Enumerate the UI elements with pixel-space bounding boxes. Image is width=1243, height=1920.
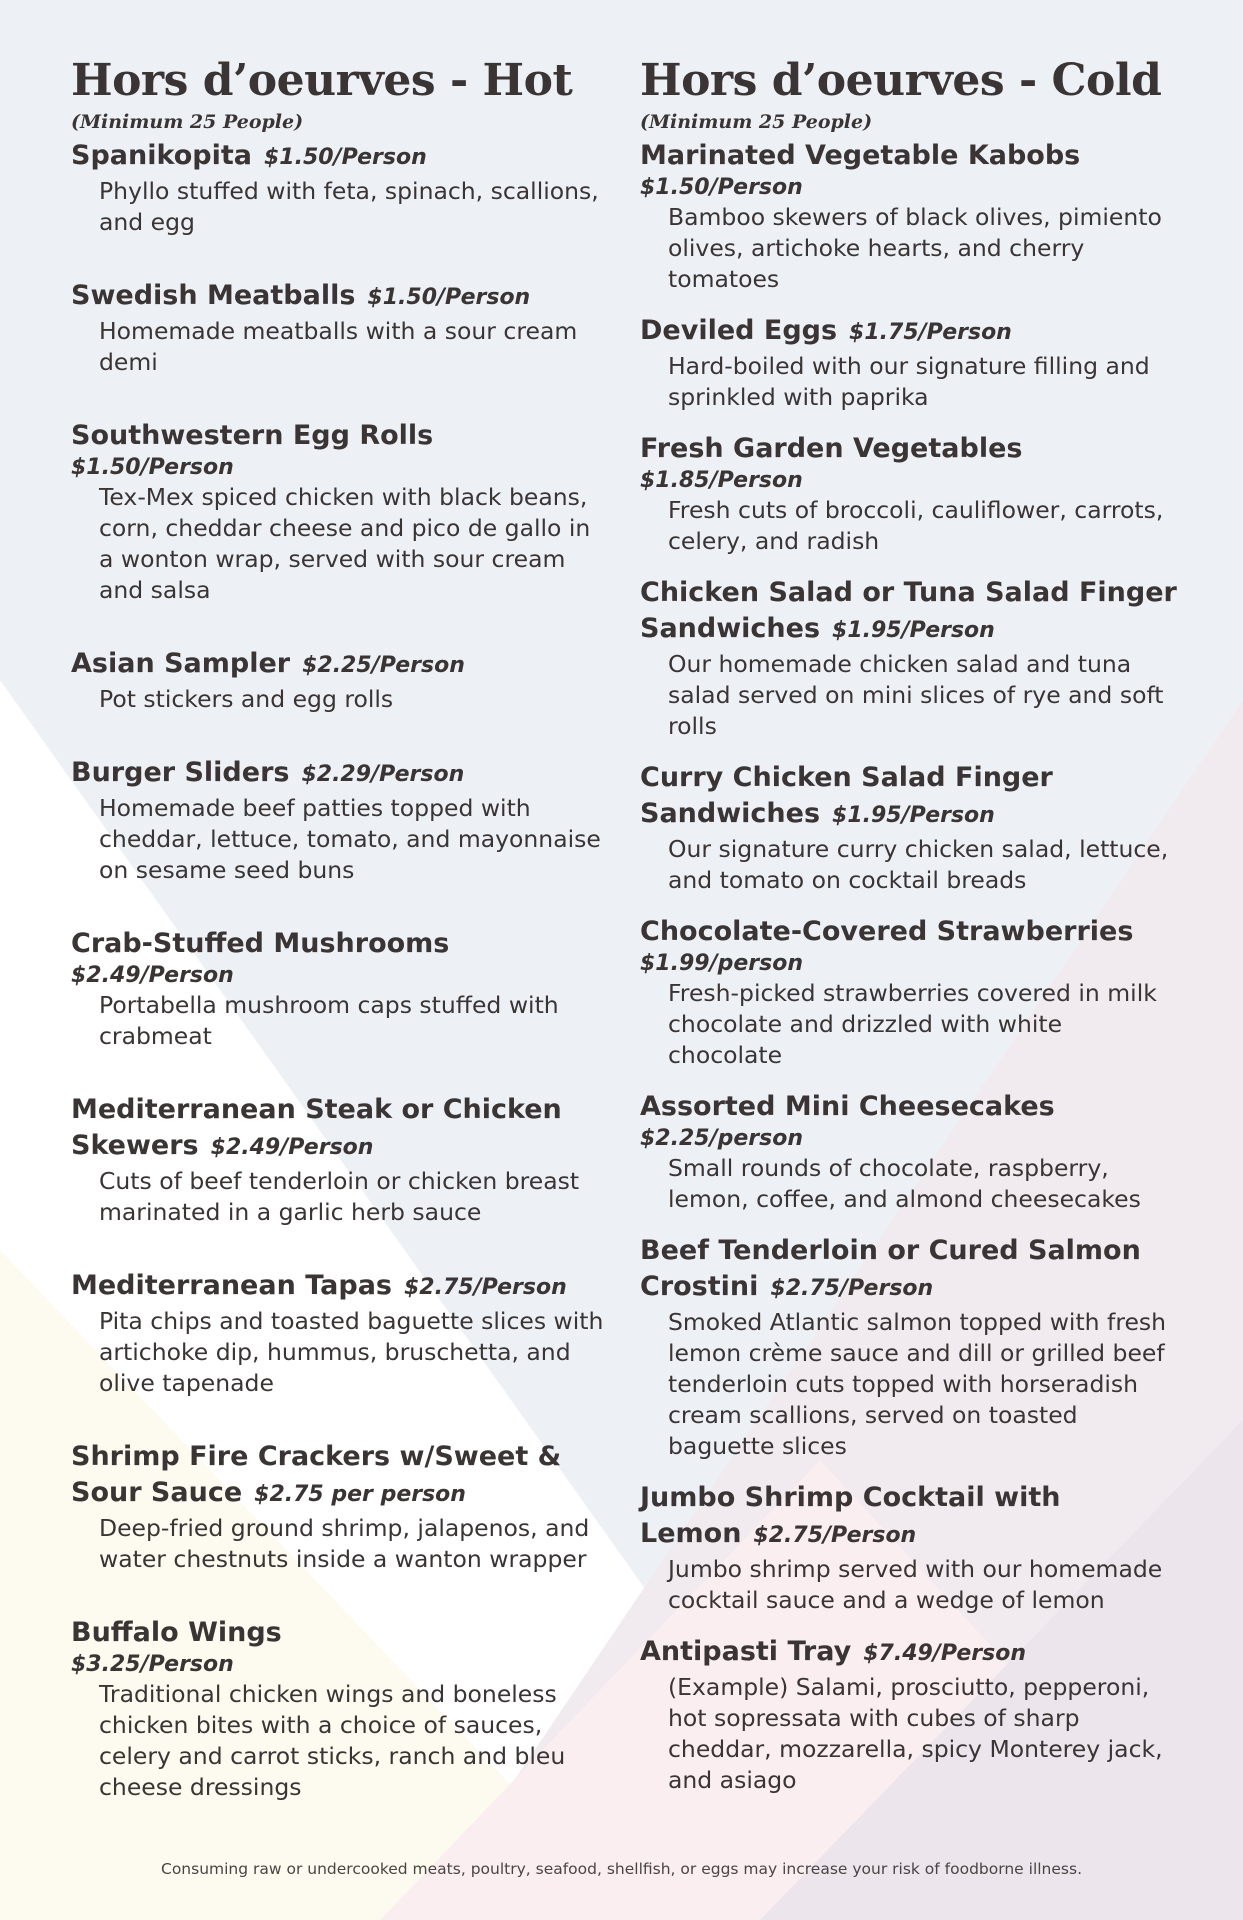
item-description: Pita chips and toasted baguette slices with artichoke dip, hummus, bruschetta, and olive tapenade [99, 1307, 604, 1397]
item-name: Marinated Vegetable Kabobs [640, 140, 1081, 171]
item-price: $1.50/Person [71, 455, 234, 480]
menu-item [71, 1092, 611, 1228]
item-price: $3.25/Person [71, 1652, 234, 1677]
item-name: Spanikopita [71, 140, 252, 171]
menu-item [71, 1615, 611, 1803]
cold-minimum-note: (Minimum 25 People) [640, 111, 873, 133]
item-price: $1.99/person [640, 951, 804, 976]
item-price: $1.85/Person [640, 468, 803, 493]
item-description: Pot stickers and egg rolls [99, 685, 394, 713]
item-name: Assorted Mini Cheesecakes [640, 1091, 1055, 1122]
menu-item [71, 1439, 611, 1575]
item-name: Deviled Eggs [640, 315, 838, 346]
item-description: Fresh-picked strawberries covered in milk chocolate and drizzled with white chocolate [668, 979, 1157, 1069]
item-description: (Example) Salami, prosciutto, pepperoni, hot sopressata with cubes of sharp cheddar, mozzarella, spicy Monterey jack, and asiago [668, 1673, 1163, 1794]
item-name: Curry Chicken Salad Finger Sandwiches [640, 762, 1053, 829]
menu-item [640, 760, 1180, 896]
hot-minimum-note: (Minimum 25 People) [71, 111, 304, 133]
item-price: $2.25/Person [302, 653, 465, 678]
item-name: Jumbo Shrimp Cocktail with Lemon [640, 1482, 1061, 1549]
item-price: $1.50/Person [263, 145, 427, 170]
hot-section-title: Hors d’oeurves - Hot [71, 55, 573, 106]
item-name: Burger Sliders [71, 757, 290, 788]
item-price: $1.50/Person [367, 285, 531, 310]
item-description: Portabella mushroom caps stuffed with crabmeat [99, 991, 559, 1050]
item-name: Beef Tenderloin or Cured Salmon Crostini [640, 1235, 1141, 1302]
item-name: Fresh Garden Vegetables [640, 433, 1023, 464]
item-description: Traditional chicken wings and boneless chicken bites with a choice of sauces, celery and carrot sticks, ranch and bleu cheese dressings [99, 1680, 566, 1801]
menu-item [640, 1233, 1180, 1462]
item-name: Antipasti Tray [640, 1636, 852, 1667]
item-name: Chicken Salad or Tuna Salad Finger Sandwiches [640, 577, 1177, 644]
item-price: $2.29/Person [301, 762, 465, 787]
item-name: Southwestern Egg Rolls [71, 420, 434, 451]
item-price: $2.75/Person [753, 1523, 917, 1548]
menu-item [640, 1634, 1180, 1796]
item-description: Small rounds of chocolate, raspberry, lemon, coffee, and almond cheesecakes [668, 1154, 1141, 1213]
menu-item [71, 926, 611, 1052]
menu-item [640, 313, 1180, 413]
item-description: Our signature curry chicken salad, lettuce, and tomato on cocktail breads [668, 835, 1169, 894]
item-name: Shrimp Fire Crackers w/Sweet & Sour Sauce [71, 1441, 562, 1508]
menu-item [640, 431, 1180, 557]
item-price: $2.49/Person [210, 1135, 374, 1160]
item-price: $2.25/person [640, 1126, 804, 1151]
item-price: $1.75/Person [849, 320, 1012, 345]
item-price: $1.95/Person [832, 803, 995, 828]
item-price: $2.75/Person [770, 1276, 934, 1301]
menu-item [71, 418, 611, 606]
menu-item [71, 278, 611, 378]
menu-item [71, 1268, 611, 1399]
item-description: Homemade meatballs with a sour cream demi [99, 317, 578, 376]
food-safety-disclaimer: Consuming raw or undercooked meats, poultry, seafood, shellfish, or eggs may increase your risk of foodborne illness. [161, 1860, 1082, 1878]
menu-item [640, 575, 1180, 742]
item-description: Our homemade chicken salad and tuna salad served on mini slices of rye and soft rolls [668, 650, 1164, 740]
hot-column [71, 52, 611, 1843]
menu-item [71, 138, 611, 238]
item-name: Mediterranean Tapas [71, 1270, 392, 1301]
item-price: $2.75/Person [403, 1275, 567, 1300]
item-description: Cuts of beef tenderloin or chicken breast marinated in a garlic herb sauce [99, 1167, 580, 1226]
item-description: Deep-fried ground shrimp, jalapenos, and water chestnuts inside a wanton wrapper [99, 1514, 590, 1573]
cold-column [640, 52, 1180, 1814]
item-description: Hard-boiled with our signature filling and sprinkled with paprika [668, 352, 1150, 411]
item-name: Swedish Meatballs [71, 280, 356, 311]
item-price: $1.50/Person [640, 175, 803, 200]
cold-section-title: Hors d’oeurves - Cold [640, 55, 1162, 106]
item-description: Homemade beef patties topped with cheddar, lettuce, tomato, and mayonnaise on sesame seed buns [99, 794, 601, 884]
item-price: $2.75 per person [254, 1482, 466, 1507]
item-description: Jumbo shrimp served with our homemade cocktail sauce and a wedge of lemon [668, 1555, 1163, 1614]
item-name: Mediterranean Steak or Chicken Skewers [71, 1094, 562, 1161]
item-description: Bamboo skewers of black olives, pimiento olives, artichoke hearts, and cherry tomatoes [668, 203, 1162, 293]
menu-item [71, 646, 611, 715]
menu-item [640, 1089, 1180, 1215]
item-price: $1.95/Person [832, 618, 995, 643]
menu-item [640, 1480, 1180, 1616]
item-price: $2.49/Person [71, 963, 234, 988]
menu-item [71, 755, 611, 886]
item-description: Tex-Mex spiced chicken with black beans, corn, cheddar cheese and pico de gallo in a wonton wrap, served with sour cream and salsa [99, 483, 591, 604]
item-description: Fresh cuts of broccoli, cauliflower, carrots, celery, and radish [668, 496, 1164, 555]
menu-item [640, 138, 1180, 295]
item-name: Chocolate-Covered Strawberries [640, 916, 1134, 947]
item-description: Phyllo stuffed with feta, spinach, scallions, and egg [99, 177, 599, 236]
item-description: Smoked Atlantic salmon topped with fresh lemon crème sauce and dill or grilled beef tenderloin cuts topped with horseradish cream scallions, served on toasted baguette slices [668, 1308, 1167, 1460]
item-name: Crab-Stuffed Mushrooms [71, 928, 450, 959]
item-name: Asian Sampler [71, 648, 291, 679]
item-price: $7.49/Person [863, 1641, 1027, 1666]
menu-item [640, 914, 1180, 1071]
item-name: Buffalo Wings [71, 1617, 282, 1648]
